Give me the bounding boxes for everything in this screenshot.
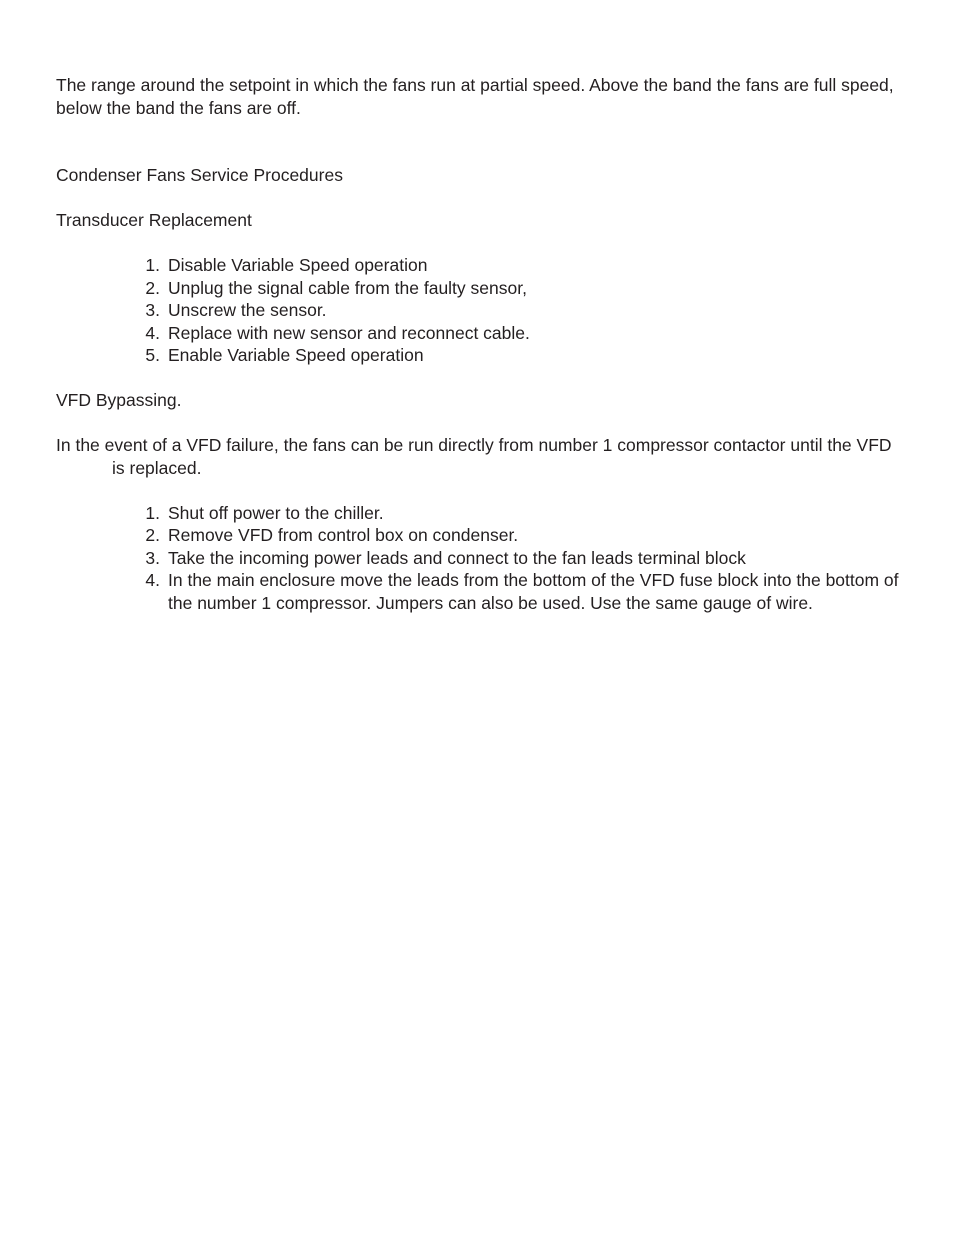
list-number: 5. xyxy=(145,345,160,365)
list-item xyxy=(140,344,906,367)
list-text: In the main enclosure move the leads from the bottom of the VFD fuse block into the bottom of the number 1 compressor. Jumpers can also be used. Use the same gauge of wire. xyxy=(168,570,899,613)
list-text: Unscrew the sensor. xyxy=(168,300,327,320)
list-number: 1. xyxy=(145,255,160,275)
list-item xyxy=(140,322,906,345)
list-text: Shut off power to the chiller. xyxy=(168,502,384,523)
list-number: 1. xyxy=(145,502,160,523)
vfd-heading: VFD Bypassing. xyxy=(56,390,182,410)
list-text: Take the incoming power leads and connect to the fan leads terminal block xyxy=(168,547,746,568)
document-page xyxy=(56,74,906,637)
list-number: 3. xyxy=(145,300,160,320)
transducer-steps-list xyxy=(56,254,906,367)
list-item xyxy=(140,524,906,547)
list-item xyxy=(140,299,906,322)
list-item xyxy=(140,277,906,300)
list-text: Replace with new sensor and reconnect cable. xyxy=(168,322,530,343)
list-text: Remove VFD from control box on condenser. xyxy=(168,525,519,545)
transducer-heading: Transducer Replacement xyxy=(56,210,252,230)
list-text: Enable Variable Speed operation xyxy=(168,345,424,365)
list-number: 3. xyxy=(145,547,160,568)
list-item xyxy=(140,254,906,277)
list-number: 2. xyxy=(145,277,160,298)
list-number: 4. xyxy=(145,322,160,343)
list-item xyxy=(140,502,906,525)
vfd-paragraph: In the event of a VFD failure, the fans can be run directly from number 1 compressor contactor until the VFD is replaced. xyxy=(56,435,892,478)
vfd-steps-list xyxy=(56,502,906,615)
intro-paragraph: The range around the setpoint in which the fans run at partial speed. Above the band the fans are full speed, below the band the fans are off. xyxy=(56,75,894,118)
list-text: Disable Variable Speed operation xyxy=(168,255,428,275)
section-title: Condenser Fans Service Procedures xyxy=(56,165,343,185)
list-item xyxy=(140,547,906,570)
list-number: 4. xyxy=(145,570,160,590)
list-text: Unplug the signal cable from the faulty sensor, xyxy=(168,277,527,298)
list-item xyxy=(140,569,906,614)
list-number: 2. xyxy=(145,525,160,545)
